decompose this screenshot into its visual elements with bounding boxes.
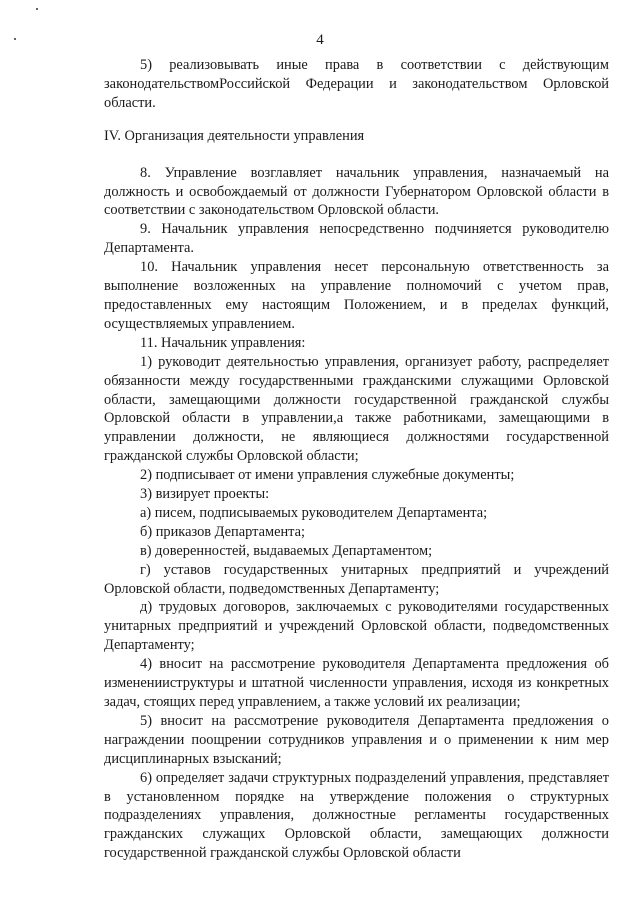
sub-item-b: б) приказов Департамента; [140, 523, 306, 540]
sub-item-v: в) доверенностей, выдаваемых Департаментом; [140, 542, 433, 559]
paragraph-9: 9. Начальник управления непосредственно подчиняется руководителю Департамента. [104, 221, 609, 257]
sub-item-a: а) писем, подписываемых руководителем Департамента; [140, 504, 488, 521]
paragraph-10: 10. Начальник управления несет персональную ответственность за выполнение возложенных на управление полномочий с учетом прав, предоставленных ему настоящим Положением, и в пределах функций, осуществляемых управлением. [104, 259, 609, 332]
sub-item-g: г) уставов государственных унитарных предприятий и учреждений Орловской области, подведомственных Департаменту; [104, 561, 609, 597]
list-item-1: 1) руководит деятельностью управления, организует работу, распределяет обязанности между государственными гражданскими служащими Орловской области, замещающими должности государственной гражданской службы Орловской области в управлении,а также работниками, замещающими в управлении должности, не являющиеся должностями государственной гражданской службы Орловской области; [104, 353, 609, 465]
paragraph-8: 8. Управление возглавляет начальник управления, назначаемый на должность и освобождаемый от должности Губернатором Орловской области в соответствии с законодательством Орловской области. [104, 164, 609, 219]
section-heading: IV. Организация деятельности управления [104, 127, 365, 144]
intro-item: 5) реализовывать иные права в соответствии с действующим законодательствомРоссийской Федерации и законодательством Орловской области. [104, 57, 609, 111]
list-item-5: 5) вносит на рассмотрение руководителя Департамента предложения о награждении поощрении сотрудников управления и о применении к ним мер дисциплинарных взысканий; [104, 712, 609, 767]
list-item-6: 6) определяет задачи структурных подразделений управления, представляет в установленном порядке на утверждение положения о структурных подразделениях управления, должностные регламенты государственных гражданских служащих Орловской области, замещающих должности государственной гражданской службы Орловской области [104, 769, 609, 862]
scan-speck [36, 8, 38, 10]
sub-item-d: д) трудовых договоров, заключаемых с руководителями государственных унитарных предприятий и учреждений Орловской области, подведомственных Департаменту; [104, 599, 609, 654]
list-item-2: 2) подписывает от имени управления служебные документы; [140, 467, 515, 484]
list-item-4: 4) вносит на рассмотрение руководителя Департамента предложения об измененииструктуры и штатной численности управления, исходя из конкретных задач, стоящих перед управлением, а также условий их реализации; [104, 656, 609, 710]
document-body [104, 56, 609, 863]
page-number: 4 [316, 32, 324, 48]
paragraph-11: 11. Начальник управления: [140, 334, 306, 351]
list-item-3: 3) визирует проекты: [140, 486, 270, 503]
